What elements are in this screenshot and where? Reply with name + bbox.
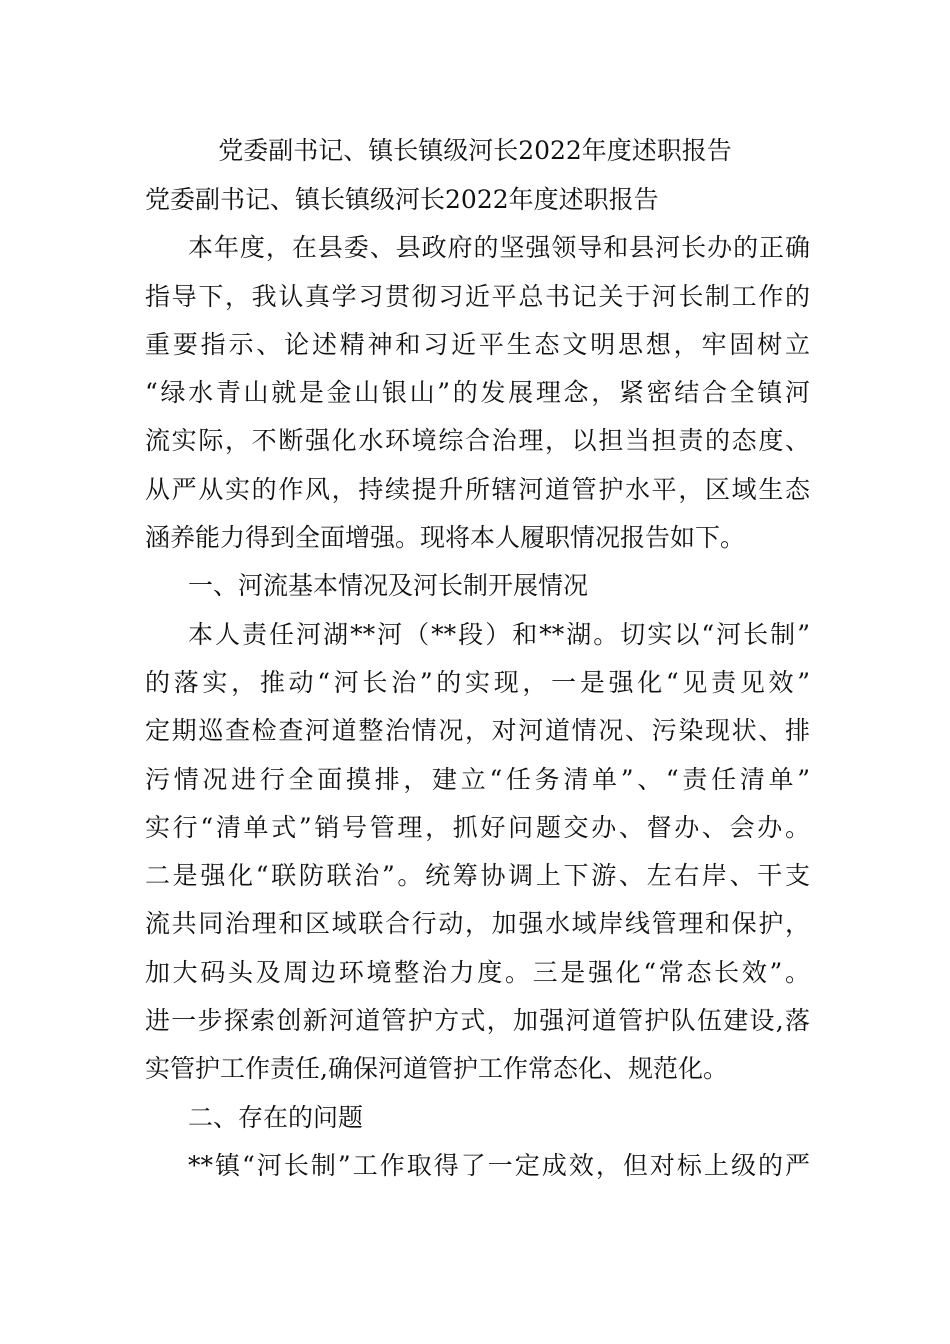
document-title: 党委副书记、镇长镇级河长2022年度述职报告 xyxy=(218,136,732,165)
section-heading: 一、河流基本情况及河长制开展情况 xyxy=(188,571,589,601)
text-line: 的落实，推动“河长治”的实现，一是强化“见责见效” xyxy=(145,667,810,697)
text-line: 加大码头及周边环境整治力度。三是强化“常态长效”。 xyxy=(145,957,810,987)
paragraph-section-2 xyxy=(145,1142,810,1190)
document-subtitle: 党委副书记、镇长镇级河长2022年度述职报告 xyxy=(145,185,659,214)
text-line: 本年度，在县委、县政府的坚强领导和县河长办的正确 xyxy=(188,233,810,263)
text-line: “绿水青山就是金山银山”的发展理念，紧密结合全镇河 xyxy=(145,378,810,408)
text-line: 实行“清单式”销号管理，抓好问题交办、督办、会办。 xyxy=(145,812,810,842)
text-line: 本人责任河湖**河（**段）和**湖。切实以“河长制” xyxy=(188,619,810,649)
text-line: 指导下，我认真学习贯彻习近平总书记关于河长制工作的 xyxy=(145,281,810,311)
text-line: 实管护工作责任,确保河道管护工作常态化、规范化。 xyxy=(145,1054,728,1084)
text-line: 污情况进行全面摸排，建立“任务清单”、“责任清单” xyxy=(145,764,810,794)
text-line: 流共同治理和区域联合行动，加强水域岸线管理和保护， xyxy=(145,909,810,939)
paragraph-intro xyxy=(145,224,810,562)
section-heading-1 xyxy=(145,562,810,610)
subtitle-paragraph xyxy=(145,176,810,224)
paragraph-section-1 xyxy=(145,611,810,1094)
text-line: 涵养能力得到全面增强。现将本人履职情况报告如下。 xyxy=(145,523,746,553)
text-line: 定期巡查检查河道整治情况，对河道情况、污染现状、排 xyxy=(145,716,810,746)
text-line: 重要指示、论述精神和习近平生态文明思想，牢固树立 xyxy=(145,329,810,359)
text-line: 进一步探索创新河道管护方式，加强河道管护队伍建设,落 xyxy=(145,1006,810,1036)
section-heading-2 xyxy=(145,1094,810,1142)
section-heading: 二、存在的问题 xyxy=(188,1102,364,1132)
document-body xyxy=(145,176,810,1190)
text-line: **镇“河长制”工作取得了一定成效，但对标上级的严 xyxy=(188,1150,810,1180)
text-line: 从严从实的作风，持续提升所辖河道管护水平，区域生态 xyxy=(145,474,810,504)
text-line: 二是强化“联防联治”。统筹协调上下游、左右岸、干支 xyxy=(145,861,810,891)
text-line: 流实际，不断强化水环境综合治理，以担当担责的态度、 xyxy=(145,426,810,456)
